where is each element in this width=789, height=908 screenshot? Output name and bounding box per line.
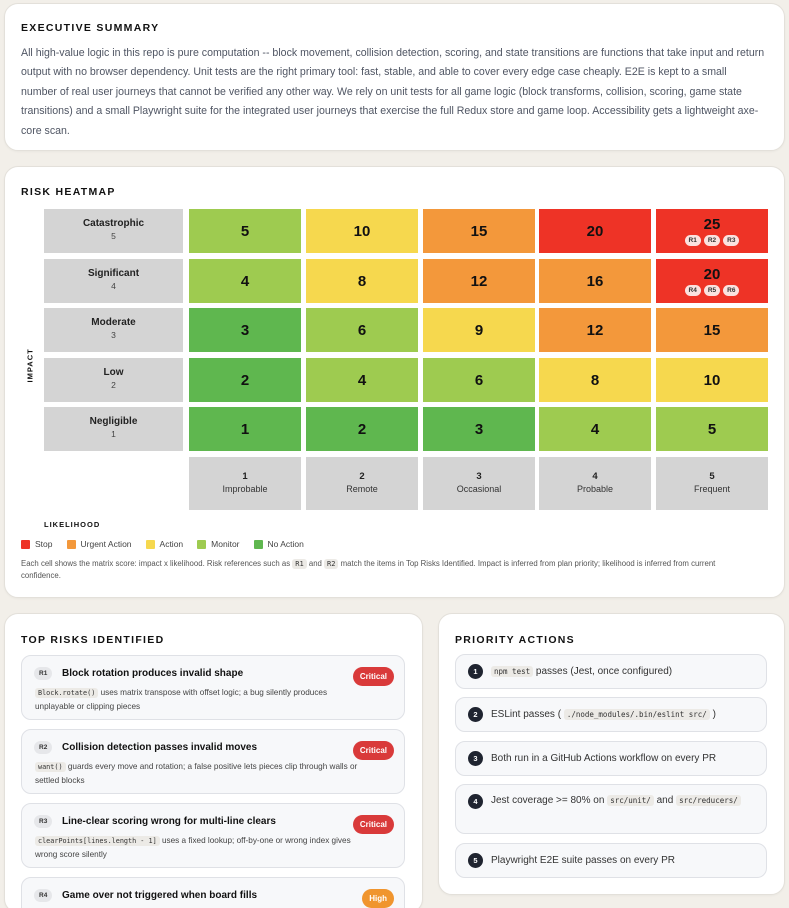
severity-badge: High — [362, 889, 394, 908]
risk-description — [35, 686, 365, 714]
action-text — [491, 706, 751, 723]
footnote-text: Each cell shows the matrix score: impact x likelihood. Risk references such as — [21, 559, 293, 568]
legend-swatch — [197, 540, 206, 549]
heatmap-cell[interactable] — [306, 308, 418, 352]
heatmap-cell[interactable] — [423, 308, 535, 352]
heatmap-cell[interactable] — [656, 259, 768, 303]
cell-score: 12 — [470, 272, 488, 290]
risk-title: Line-clear scoring wrong for multi-line clears — [62, 816, 276, 827]
legend-item — [197, 539, 239, 549]
legend-swatch — [146, 540, 155, 549]
risk-description-text: uses matrix transpose with offset logic; a bug silently produces unplayable or clipping pieces — [35, 688, 328, 711]
risk-ref-chips — [685, 285, 740, 296]
cell-score: 25 — [703, 216, 721, 233]
risk-item[interactable] — [21, 655, 405, 720]
heatmap-cell[interactable] — [656, 358, 768, 402]
priority-action-item[interactable] — [455, 741, 767, 776]
likelihood-column-header — [189, 457, 301, 510]
impact-row-number: 1 — [111, 429, 116, 439]
priority-action-item[interactable] — [455, 697, 767, 732]
likelihood-column-header — [539, 457, 651, 510]
action-text-segment: ) — [709, 709, 716, 720]
risk-ref-chip[interactable]: R2 — [704, 235, 720, 246]
likelihood-column-number: 5 — [709, 471, 715, 482]
cell-score: 3 — [474, 420, 484, 438]
priority-action-item[interactable] — [455, 843, 767, 878]
action-text-segment: passes (Jest, once configured) — [533, 666, 673, 677]
action-step-number: 2 — [468, 707, 483, 722]
action-text — [491, 663, 751, 680]
severity-badge: Critical — [353, 815, 394, 834]
heatmap-cell[interactable] — [656, 209, 768, 253]
impact-row-number: 5 — [111, 231, 116, 241]
risk-item[interactable] — [21, 729, 405, 794]
likelihood-column-header — [423, 457, 535, 510]
action-code: npm test — [491, 666, 533, 677]
likelihood-column-label: Frequent — [693, 484, 731, 494]
cell-score: 2 — [357, 420, 367, 438]
risk-id-badge: R4 — [34, 889, 52, 902]
cell-score: 10 — [703, 371, 721, 389]
likelihood-column-number: 3 — [476, 471, 482, 482]
risk-ref-chip[interactable]: R5 — [704, 285, 720, 296]
impact-row-label: Catastrophic — [82, 218, 145, 229]
cell-score: 20 — [586, 222, 604, 240]
impact-row-number: 4 — [111, 281, 116, 291]
risk-title: Block rotation produces invalid shape — [62, 668, 244, 679]
footnote-ref-r1: R1 — [292, 559, 306, 569]
legend-swatch — [21, 540, 30, 549]
risk-description — [35, 834, 365, 862]
impact-row-header — [44, 308, 183, 352]
heatmap-cell[interactable] — [423, 407, 535, 451]
severity-badge: Critical — [353, 741, 394, 760]
executive-summary-card — [4, 3, 785, 151]
severity-badge: Critical — [353, 667, 394, 686]
impact-row-label: Moderate — [91, 317, 136, 328]
heatmap-cell[interactable] — [189, 308, 301, 352]
cell-score: 5 — [240, 222, 250, 240]
heatmap-cell[interactable] — [306, 259, 418, 303]
risk-ref-chip[interactable]: R4 — [685, 285, 701, 296]
legend-label: No Action — [267, 539, 304, 549]
risk-description — [35, 760, 365, 788]
heatmap-cell[interactable] — [539, 259, 651, 303]
risk-title: Collision detection passes invalid moves — [62, 742, 258, 753]
risk-item[interactable] — [21, 803, 405, 868]
legend-item — [254, 539, 304, 549]
legend-swatch — [254, 540, 263, 549]
heatmap-cell[interactable] — [306, 209, 418, 253]
cell-score: 20 — [703, 266, 721, 283]
cell-score: 8 — [590, 371, 600, 389]
footnote-ref-r2: R2 — [324, 559, 338, 569]
impact-row-label: Low — [103, 367, 124, 378]
risk-ref-chip[interactable]: R6 — [723, 285, 739, 296]
risk-id-badge: R2 — [34, 741, 52, 754]
action-step-number: 4 — [468, 794, 483, 809]
cell-score: 5 — [707, 420, 717, 438]
legend-item — [146, 539, 184, 549]
legend-item — [21, 539, 53, 549]
likelihood-column-number: 4 — [592, 471, 598, 482]
likelihood-axis-label: LIKELIHOOD — [44, 520, 101, 529]
cell-score: 4 — [357, 371, 367, 389]
heatmap-cell[interactable] — [189, 209, 301, 253]
heatmap-cell[interactable] — [306, 407, 418, 451]
cell-score: 12 — [586, 321, 604, 339]
risk-id-badge: R3 — [34, 815, 52, 828]
risk-ref-chip[interactable]: R1 — [685, 235, 701, 246]
impact-axis-label: IMPACT — [25, 348, 35, 383]
heatmap-footnote — [21, 558, 751, 582]
likelihood-column-header — [656, 457, 768, 510]
impact-row-label: Significant — [87, 268, 140, 279]
action-text — [491, 792, 751, 809]
heatmap-cell[interactable] — [189, 259, 301, 303]
heatmap-cell[interactable] — [656, 407, 768, 451]
heatmap-cell[interactable] — [539, 358, 651, 402]
heatmap-cell[interactable] — [423, 358, 535, 402]
risk-description-text: guards every move and rotation; a false positive lets pieces clip through walls or settled blocks — [35, 762, 358, 785]
impact-row-header — [44, 407, 183, 451]
impact-row-number: 3 — [111, 330, 116, 340]
heatmap-cell[interactable] — [539, 209, 651, 253]
cell-score: 6 — [357, 321, 367, 339]
action-code: ./node_modules/.bin/eslint src/ — [564, 709, 710, 720]
cell-score: 2 — [240, 371, 250, 389]
action-step-number: 3 — [468, 751, 483, 766]
risk-title: Game over not triggered when board fills — [62, 890, 258, 901]
footnote-text: match the items in Top Risks Identified. Impact is inferred from plan priority; likelihood is inferred from current confidence. — [21, 559, 716, 580]
cell-score: 10 — [353, 222, 371, 240]
heatmap-cell[interactable] — [306, 358, 418, 402]
action-text-segment: and — [653, 795, 677, 806]
likelihood-column-label: Probable — [576, 484, 614, 494]
heatmap-cell[interactable] — [656, 308, 768, 352]
legend-swatch — [67, 540, 76, 549]
action-code: src/unit/ — [607, 795, 654, 806]
priority-actions-title: PRIORITY ACTIONS — [455, 634, 575, 646]
priority-action-item[interactable] — [455, 784, 767, 834]
risk-ref-chips — [685, 235, 740, 246]
executive-summary-title: EXECUTIVE SUMMARY — [21, 22, 160, 34]
priority-action-item[interactable] — [455, 654, 767, 689]
impact-row-number: 2 — [111, 380, 116, 390]
heatmap-cell[interactable] — [189, 407, 301, 451]
heatmap-cell[interactable] — [539, 308, 651, 352]
legend-label: Action — [159, 539, 184, 549]
legend-label: Urgent Action — [80, 539, 132, 549]
cell-score: 16 — [586, 272, 604, 290]
cell-score: 9 — [474, 321, 484, 339]
action-step-number: 1 — [468, 664, 483, 679]
action-text — [491, 750, 751, 767]
action-step-number: 5 — [468, 853, 483, 868]
legend-item — [67, 539, 132, 549]
impact-row-header — [44, 358, 183, 402]
likelihood-column-number: 2 — [359, 471, 365, 482]
heatmap-cell[interactable] — [423, 259, 535, 303]
top-risks-title: TOP RISKS IDENTIFIED — [21, 634, 165, 646]
cell-score: 4 — [590, 420, 600, 438]
risk-id-badge: R1 — [34, 667, 52, 680]
action-text-segment: Playwright E2E suite passes on every PR — [491, 855, 675, 866]
cell-score: 6 — [474, 371, 484, 389]
likelihood-column-header — [306, 457, 418, 510]
impact-row-label: Negligible — [89, 416, 138, 427]
heatmap-cell[interactable] — [539, 407, 651, 451]
risk-heatmap-card — [4, 166, 785, 598]
cell-score: 3 — [240, 321, 250, 339]
likelihood-column-label: Improbable — [222, 484, 268, 494]
risk-ref-chip[interactable]: R3 — [723, 235, 739, 246]
cell-score: 1 — [240, 420, 250, 438]
risk-code-ref: Block.rotate() — [35, 688, 98, 698]
legend-label: Stop — [35, 539, 53, 549]
priority-actions-card — [438, 613, 785, 895]
legend-label: Monitor — [211, 539, 240, 549]
action-text-segment: ESLint passes ( — [491, 709, 564, 720]
risk-code-ref: clearPoints[lines.length - 1] — [35, 836, 160, 846]
cell-score: 15 — [470, 222, 488, 240]
cell-score: 4 — [240, 272, 250, 290]
impact-row-header — [44, 209, 183, 253]
executive-summary-text: All high-value logic in this repo is pure computation -- block movement, collision detection, scoring, and state transitions are functions that take input and return output with no browser dependency. Unit tests are the right primary tool: fast, stable, and able to cover every edge case cheaply. E2E is kept to a small number of real user journeys that cannot be verified any other way. We rely on unit tests for all game logic (block transforms, collision, scoring, game state transitions) and a small Playwright suite for the integrated user journeys that exercise the full Redux store and game loop. Accessibility gets a lightweight axe-core scan. — [21, 47, 765, 137]
risk-item[interactable] — [21, 877, 405, 908]
cell-score: 8 — [357, 272, 367, 290]
action-text-segment: Jest coverage >= 80% on — [491, 795, 608, 806]
action-text — [491, 852, 751, 869]
likelihood-column-label: Occasional — [456, 484, 502, 494]
cell-score: 15 — [703, 321, 721, 339]
likelihood-column-number: 1 — [242, 471, 248, 482]
action-code: src/reducers/ — [676, 795, 741, 806]
risk-code-ref: want() — [35, 762, 66, 772]
top-risks-card — [4, 613, 423, 908]
heatmap-legend — [21, 539, 304, 549]
impact-row-header — [44, 259, 183, 303]
risk-description-text: uses a fixed lookup; off-by-one or wrong index gives wrong score silently — [35, 836, 351, 859]
likelihood-column-label: Remote — [346, 484, 378, 494]
risk-heatmap-title: RISK HEATMAP — [21, 186, 116, 198]
footnote-text: and — [306, 559, 325, 568]
heatmap-cell[interactable] — [189, 358, 301, 402]
action-text-segment: Both run in a GitHub Actions workflow on every PR — [491, 753, 717, 764]
heatmap-cell[interactable] — [423, 209, 535, 253]
